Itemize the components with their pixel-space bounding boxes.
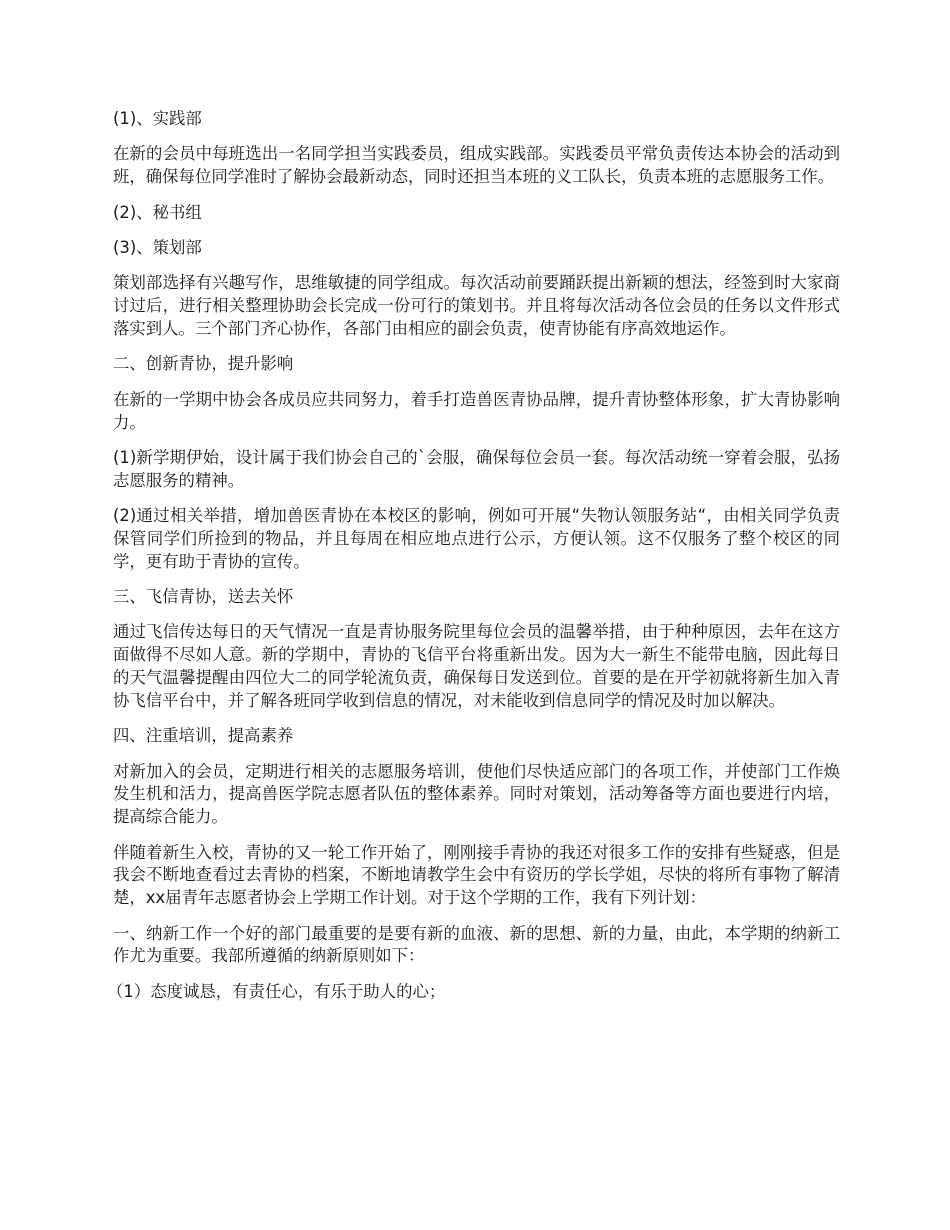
heading-section-2: 二、创新青协，提升影响 bbox=[113, 354, 294, 374]
heading-secretary-group: (2)、秘书组 bbox=[113, 202, 202, 222]
document-body bbox=[107, 108, 840, 1016]
heading-planning-dept: (3)、策划部 bbox=[113, 237, 202, 257]
paragraph-uniform: (1)新学期伊始，设计属于我们协会自己的`会服，确保每位会员一套。每次活动统一穿着会服，弘扬志愿服务的精神。 bbox=[113, 447, 840, 490]
list-item-principle-1: （1）态度诚恳，有责任心，有乐于助人的心； bbox=[107, 981, 446, 1001]
paragraph-lost-found: (2)通过相关举措，增加兽医青协在本校区的影响，例如可开展“失物认领服务站“，由相关同学负责保管同学们所捡到的物品，并且每周在相应地点进行公示，方便认领。这不仅服务了整个校区的同学，更有助于青协的宣传。 bbox=[113, 506, 840, 571]
heading-section-3: 三、飞信青协，送去关怀 bbox=[113, 587, 294, 607]
heading-practice-dept: (1)、实践部 bbox=[113, 109, 202, 128]
paragraph-plan-intro: 伴随着新生入校，青协的又一轮工作开始了，刚刚接手青协的我还对很多工作的安排有些疑惑，但是我会不断地查看过去青协的档案，不断地请教学生会中有资历的学长学姐，尽快的将所有事物了解清楚，xx届青年志愿者协会上学期工作计划。对于这个学期的工作，我有下列计划： bbox=[113, 842, 840, 908]
paragraph-section-2: 在新的一学期中协会各成员应共同努力，着手打造兽医青协品牌，提升青协整体形象，扩大青协影响力。 bbox=[113, 389, 840, 432]
paragraph-section-4: 对新加入的会员，定期进行相关的志愿服务培训，使他们尽快适应部门的各项工作，并使部门工作焕发生机和活力，提高兽医学院志愿者队伍的整体素养。同时对策划，活动筹备等方面也要进行内培，提高综合能力。 bbox=[113, 761, 840, 827]
paragraph-planning-dept: 策划部选择有兴趣写作，思维敏捷的同学组成。每次活动前要踊跃提出新颖的想法，经签到时大家商讨过后，进行相关整理协助会长完成一份可行的策划书。并且将每次活动各位会员的任务以文件形式落实到人。三个部门齐心协作，各部门由相应的副会负责，使青协能有序高效地运作。 bbox=[113, 273, 840, 338]
paragraph-recruitment: 一、纳新工作一个好的部门最重要的是要有新的血液、新的思想、新的力量，由此，本学期的纳新工作尤为重要。我部所遵循的纳新原则如下： bbox=[113, 923, 840, 966]
heading-section-4: 四、注重培训，提高素养 bbox=[113, 726, 294, 746]
paragraph-practice-dept: 在新的会员中每班选出一名同学担当实践委员，组成实践部。实践委员平常负责传达本协会的活动到班，确保每位同学准时了解协会最新动态，同时还担当本班的义工队长，负责本班的志愿服务工作。 bbox=[113, 144, 840, 187]
paragraph-section-3: 通过飞信传达每日的天气情况一直是青协服务院里每位会员的温馨举措，由于种种原因，去年在这方面做得不尽如人意。新的学期中，青协的飞信平台将重新出发。因为大一新生不能带电脑，因此每日的天气温馨提醒由四位大二的同学轮流负责，确保每日发送到位。首要的是在开学初就将新生加入青协飞信平台中，并了解各班同学收到信息的情况，对未能收到信息同学的情况及时加以解决。 bbox=[113, 622, 840, 710]
